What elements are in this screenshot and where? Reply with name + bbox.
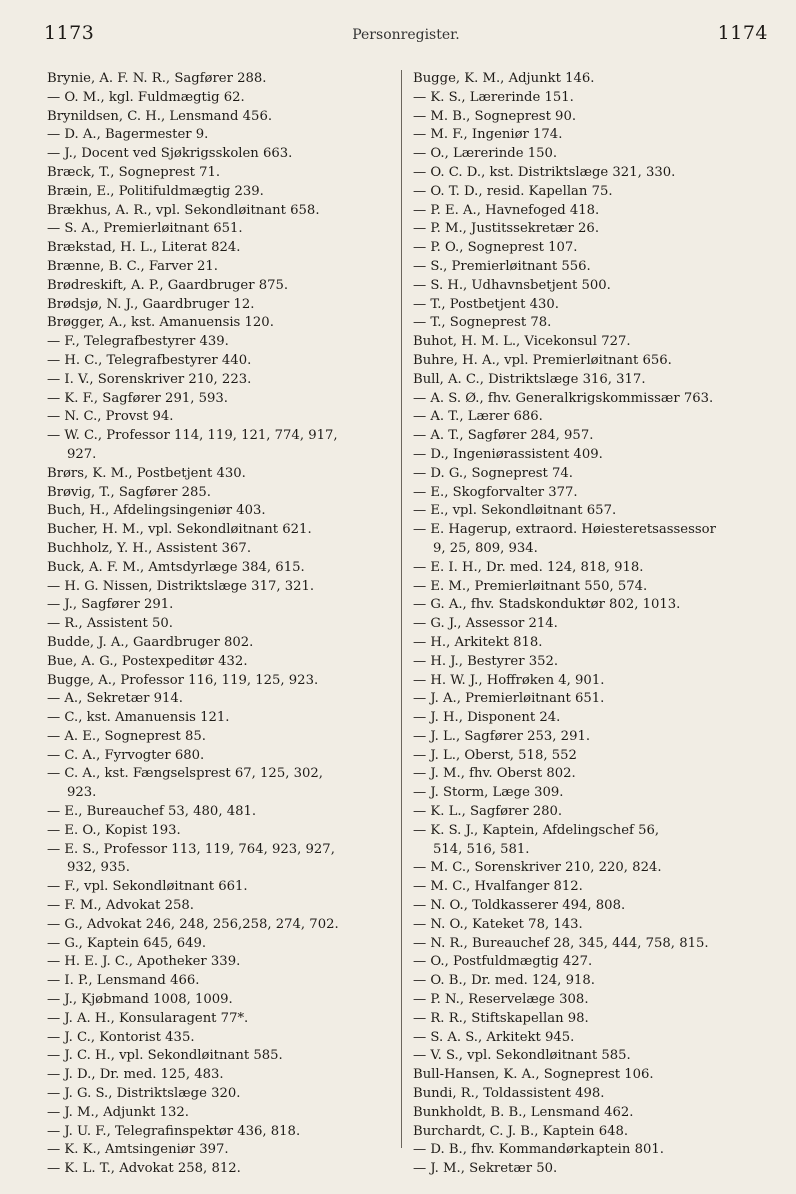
register-entry: Buchholz, Y. H., Assistent 367. <box>47 540 252 556</box>
register-entry: — N. O., Toldkasserer 494, 808. <box>413 898 626 914</box>
register-entry: — A., Sekretær 914. <box>47 691 183 707</box>
register-entry: — K. S., Lærerinde 151. <box>413 89 574 105</box>
page-header <box>44 18 768 48</box>
register-entry: — E., Skogforvalter 377. <box>413 484 578 500</box>
running-title: Personregister. <box>352 27 460 43</box>
register-entry: Brækstad, H. L., Literat 824. <box>47 240 241 256</box>
register-entry: — A. T., Lærer 686. <box>413 409 543 425</box>
register-entry: — N. O., Kateket 78, 143. <box>413 916 583 932</box>
register-entry: — M. C., Hvalfanger 812. <box>413 879 583 895</box>
register-entry: — T., Sogneprest 78. <box>413 315 552 331</box>
register-entry: — J. L., Oberst, 518, 552 <box>413 747 577 763</box>
register-entry: — C. A., Fyrvogter 680. <box>47 747 205 763</box>
register-entry: — K. K., Amtsingeniør 397. <box>47 1142 229 1158</box>
register-entry: — N. C., Provst 94. <box>47 409 174 425</box>
register-entry: — K. L., Sagfører 280. <box>413 804 563 820</box>
register-entry: Bugge, A., Professor 116, 119, 125, 923. <box>47 672 319 688</box>
register-entry: Brynildsen, C. H., Lensmand 456. <box>47 108 273 124</box>
register-entry: Brødreskift, A. P., Gaardbruger 875. <box>47 277 289 293</box>
register-entry: — H. G. Nissen, Distriktslæge 317, 321. <box>47 578 315 594</box>
register-entry: — J. A., Premierløitnant 651. <box>413 691 605 707</box>
register-entry: — D. A., Bagermester 9. <box>47 127 209 143</box>
column-divider <box>401 70 402 1148</box>
register-entry: — J. C. H., vpl. Sekondløitnant 585. <box>47 1048 283 1064</box>
register-entry: Buhot, H. M. L., Vicekonsul 727. <box>413 334 631 350</box>
register-entry: — J. C., Kontorist 435. <box>47 1029 195 1045</box>
register-entry: Bræin, E., Politifuldmægtig 239. <box>47 183 264 199</box>
register-entry: — P. N., Reservelæge 308. <box>413 992 589 1008</box>
register-entry: — J. M., Sekretær 50. <box>413 1161 558 1177</box>
left-page-number: 1173 <box>44 22 95 44</box>
register-entry: — J. M., fhv. Oberst 802. <box>413 766 576 782</box>
register-entry: — V. S., vpl. Sekondløitnant 585. <box>413 1048 631 1064</box>
register-entry: — F. M., Advokat 258. <box>47 898 194 914</box>
register-entry: — J. U. F., Telegrafinspektør 436, 818. <box>47 1123 301 1139</box>
register-entry: — G., Advokat 246, 248, 256,258, 274, 702. <box>47 916 339 932</box>
register-entry: — O. B., Dr. med. 124, 918. <box>413 973 595 989</box>
register-entry: — M. B., Sogneprest 90. <box>413 108 577 124</box>
register-entry-continuation: 927. <box>67 446 97 462</box>
register-entry: — A. S. Ø., fhv. Generalkrigskommissær 763. <box>413 390 714 406</box>
register-entry: Bundi, R., Toldassistent 498. <box>413 1086 605 1102</box>
register-entry: — D. G., Sogneprest 74. <box>413 465 574 481</box>
register-entry: — J., Sagfører 291. <box>47 597 174 613</box>
register-entry: — T., Postbetjent 430. <box>413 296 559 312</box>
register-entry: — K. S. J., Kaptein, Afdelingschef 56, <box>413 822 660 838</box>
register-entry: — K. L. T., Advokat 258, 812. <box>47 1161 241 1177</box>
register-entry: — M. F., Ingeniør 174. <box>413 127 563 143</box>
register-entry: Buhre, H. A., vpl. Premierløitnant 656. <box>413 352 672 368</box>
register-entry: Bucher, H. M., vpl. Sekondløitnant 621. <box>47 522 312 538</box>
register-entry: — C. A., kst. Fængselsprest 67, 125, 302, <box>47 766 323 782</box>
register-entry: — S. A., Premierløitnant 651. <box>47 221 243 237</box>
register-entry: Brørs, K. M., Postbetjent 430. <box>47 465 246 481</box>
register-entry: — E. Hagerup, extraord. Høiesteretsassessor <box>413 522 716 538</box>
register-entry: — J. A. H., Konsularagent 77*. <box>47 1010 249 1026</box>
register-entry: Brækhus, A. R., vpl. Sekondløitnant 658. <box>47 202 320 218</box>
register-entry: Burchardt, C. J. B., Kaptein 648. <box>413 1123 629 1139</box>
register-entry: — D. B., fhv. Kommandørkaptein 801. <box>413 1142 664 1158</box>
register-entry: — J. H., Disponent 24. <box>413 710 561 726</box>
register-entry: — S. A. S., Arkitekt 945. <box>413 1029 575 1045</box>
register-entry: — R. R., Stiftskapellan 98. <box>413 1010 589 1026</box>
register-entry: — C., kst. Amanuensis 121. <box>47 710 230 726</box>
register-entry: Brødsjø, N. J., Gaardbruger 12. <box>47 296 255 312</box>
register-entry: Bugge, K. M., Adjunkt 146. <box>413 71 595 86</box>
register-entry: Brøgger, A., kst. Amanuensis 120. <box>47 315 274 331</box>
register-entry: Brynie, A. F. N. R., Sagfører 288. <box>47 71 267 86</box>
register-entry: — J., Kjøbmand 1008, 1009. <box>47 992 233 1008</box>
register-entry-continuation: 932, 935. <box>67 860 130 876</box>
register-entry: — S., Premierløitnant 556. <box>413 258 591 274</box>
register-entry: — J., Docent ved Sjøkrigsskolen 663. <box>47 146 293 162</box>
register-entry: — M. C., Sorenskriver 210, 220, 824. <box>413 860 662 876</box>
register-entry: Bue, A. G., Postexpeditør 432. <box>47 653 248 669</box>
register-entry: — P. M., Justitssekretær 26. <box>413 221 600 237</box>
register-entry: — E., vpl. Sekondløitnant 657. <box>413 503 617 519</box>
register-entry: — D., Ingeniørassistent 409. <box>413 446 603 462</box>
register-entry: — P. E. A., Havnefoged 418. <box>413 202 600 218</box>
register-entry: — E. M., Premierløitnant 550, 574. <box>413 578 648 594</box>
register-entry: — I. P., Lensmand 466. <box>47 973 200 989</box>
register-entry: — O., Postfuldmægtig 427. <box>413 954 593 970</box>
left-column <box>47 70 397 1179</box>
register-entry: — J. M., Adjunkt 132. <box>47 1104 189 1120</box>
register-entry: — O. M., kgl. Fuldmægtig 62. <box>47 89 245 105</box>
register-entry: — E. O., Kopist 193. <box>47 822 181 838</box>
register-entry: — H. E. J. C., Apotheker 339. <box>47 954 241 970</box>
register-entry: — I. V., Sorenskriver 210, 223. <box>47 371 252 387</box>
register-entry: — H. J., Bestyrer 352. <box>413 653 559 669</box>
register-entry: — K. F., Sagfører 291, 593. <box>47 390 228 406</box>
register-entry: Brøvig, T., Sagfører 285. <box>47 484 211 500</box>
register-entry-continuation: 9, 25, 809, 934. <box>433 540 538 556</box>
register-entry-continuation: 514, 516, 581. <box>433 841 530 857</box>
register-entry: — W. C., Professor 114, 119, 121, 774, 917, <box>47 428 338 444</box>
register-entry: Bunkholdt, B. B., Lensmand 462. <box>413 1104 634 1120</box>
register-entry: — A. T., Sagfører 284, 957. <box>413 428 594 444</box>
register-entry: — F., Telegrafbestyrer 439. <box>47 334 229 350</box>
register-entry: — J. L., Sagfører 253, 291. <box>413 728 591 744</box>
register-entry: — A. E., Sogneprest 85. <box>47 728 206 744</box>
register-entry: — P. O., Sogneprest 107. <box>413 240 578 256</box>
register-entry: — H., Arkitekt 818. <box>413 634 543 650</box>
register-entry: — O. C. D., kst. Distriktslæge 321, 330. <box>413 164 676 180</box>
register-entry: — G., Kaptein 645, 649. <box>47 935 207 951</box>
register-entry: Bull-Hansen, K. A., Sogneprest 106. <box>413 1067 654 1083</box>
register-entry-continuation: 923. <box>67 785 97 801</box>
register-entry: — J. Storm, Læge 309. <box>413 785 564 801</box>
register-entry: — E. S., Professor 113, 119, 764, 923, 927, <box>47 841 335 857</box>
register-entry: — E. I. H., Dr. med. 124, 818, 918. <box>413 559 644 575</box>
register-entry: — N. R., Bureauchef 28, 345, 444, 758, 815. <box>413 935 709 951</box>
register-entry: — S. H., Udhavnsbetjent 500. <box>413 277 611 293</box>
register-entry: — H. C., Telegrafbestyrer 440. <box>47 352 252 368</box>
register-entry: — J. D., Dr. med. 125, 483. <box>47 1067 224 1083</box>
register-entry: Buch, H., Afdelingsingeniør 403. <box>47 503 266 519</box>
register-entry: — H. W. J., Hoffrøken 4, 901. <box>413 672 605 688</box>
register-entry: Bull, A. C., Distriktslæge 316, 317. <box>413 371 646 387</box>
register-entry: Bræck, T., Sogneprest 71. <box>47 164 221 180</box>
register-entry: — O. T. D., resid. Kapellan 75. <box>413 183 613 199</box>
register-entry: — E., Bureauchef 53, 480, 481. <box>47 804 257 820</box>
register-entry: — J. G. S., Distriktslæge 320. <box>47 1086 241 1102</box>
right-column <box>413 70 793 1179</box>
register-entry: Buck, A. F. M., Amtsdyrlæge 384, 615. <box>47 559 305 575</box>
right-page-number: 1174 <box>717 22 768 44</box>
register-entry: — G. A., fhv. Stadskonduktør 802, 1013. <box>413 597 681 613</box>
register-entry: Brænne, B. C., Farver 21. <box>47 258 218 274</box>
register-entry: — O., Lærerinde 150. <box>413 146 558 162</box>
register-entry: — F., vpl. Sekondløitnant 661. <box>47 879 248 895</box>
register-entry: Budde, J. A., Gaardbruger 802. <box>47 634 254 650</box>
register-entry: — R., Assistent 50. <box>47 616 173 632</box>
register-entry: — G. J., Assessor 214. <box>413 616 558 632</box>
